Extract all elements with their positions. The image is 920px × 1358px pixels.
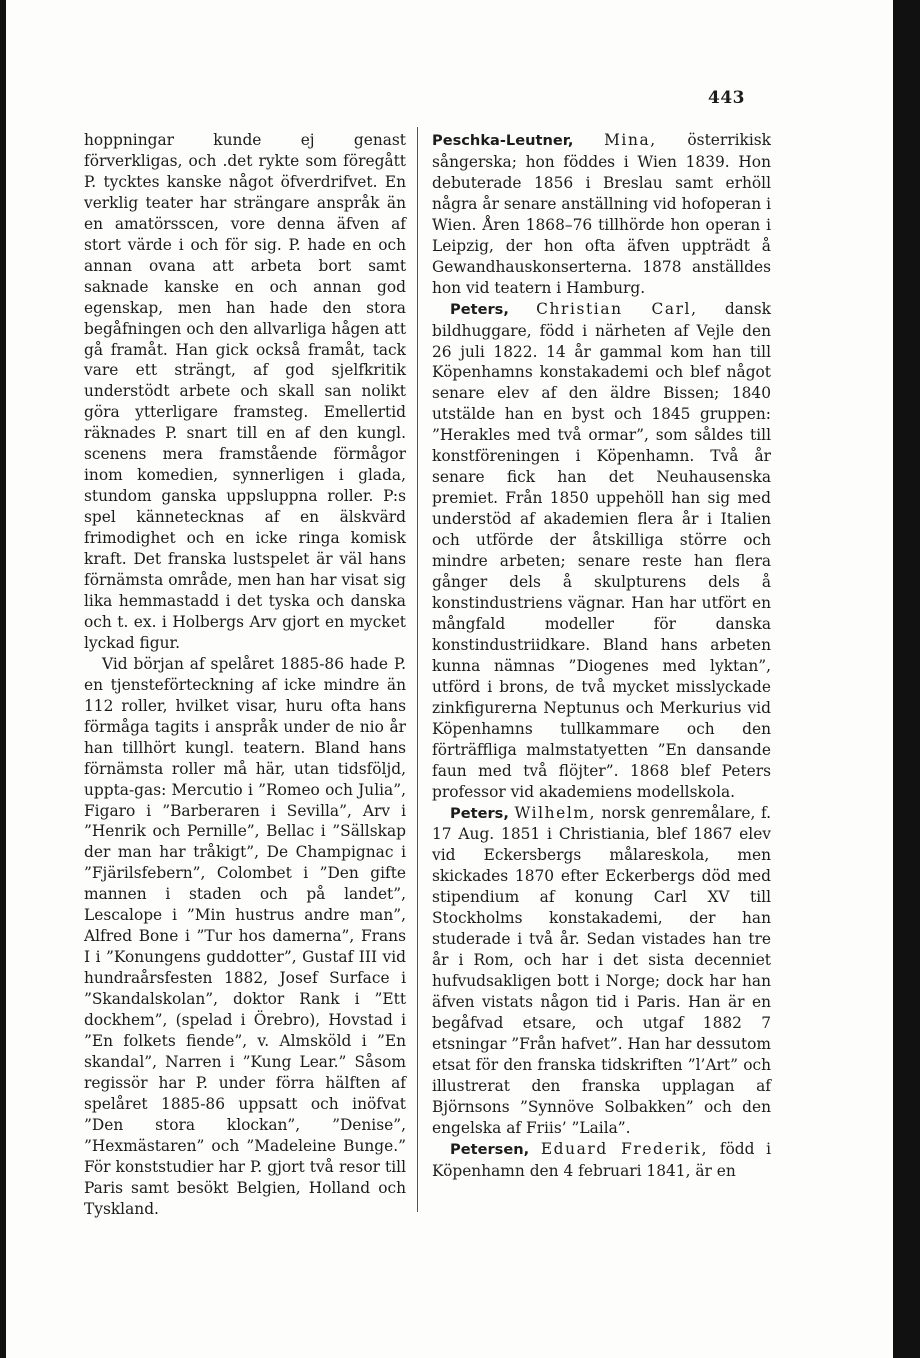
entry-headword: Peters,: [450, 300, 509, 318]
entry-given-name: Mina,: [604, 131, 657, 149]
entry-given-name: Wilhelm,: [514, 803, 597, 822]
left-column: [84, 130, 406, 1220]
entry-petersen-eduard-frederik: [432, 1139, 771, 1182]
column-divider: [417, 127, 418, 1212]
page-number: 443: [708, 88, 745, 108]
entry-text: österrikisk sångerska; hon föddes i Wien 1839. Hon debuterade 1856 i Breslau samt erhöll några år senare anställning vid hofoperan i Wien. Åren 1868–76 tillhörde hon operan i Leipzig, der hon ofta äfven uppträdt å Gewandhauskonserterna. 1878 anställdes hon vid teatern i Hamburg.: [432, 131, 771, 297]
scan-border-right: [893, 0, 920, 1358]
entry-given-name: Eduard Frederik,: [540, 1139, 709, 1158]
entry-peters-wilhelm: [432, 803, 771, 1139]
entry-peschka-leutner: [432, 130, 771, 299]
right-column: [432, 130, 771, 1182]
entry-given-name: Christian Carl,: [536, 299, 698, 318]
entry-peters-christian-carl: [432, 299, 771, 803]
entry-text: född i Köpenhamn den 4 februari 1841, är en: [432, 1139, 771, 1180]
entry-text: dansk bildhuggare, född i närheten af Vejle den 26 juli 1822. 14 år gammal kom han till Köpenhamns konstakademi och blef något senare elev af den äldre Bissen; 1840 utstälde han en byst och 1845 gruppen: ”Herakles med två ormar”, som såldes till konstföreningen i Köpenhamn. Två år senare fick han det Neuhausenska premiet. Från 1850 uppehöll han sig med understöd af akademien flera år i Italien och utförde der åtskilliga större och mindre arbeten; senare reste han flera gånger dels å skulpturens dels å konstindustriens vägnar. Han har utfört en mångfald modeller för danska konstindustriidkare. Bland hans arbeten kunna nämnas ”Diogenes med lyktan”, utförd i brons, de två mycket misslyckade zinkfigurerna Neptunus och Merkurius vid Köpenhamns tullkammare och den förträffliga malmstatyetten ”En dansande faun med två flöjter”. 1868 blef Peters professor vid akademiens modellskola.: [432, 299, 771, 801]
entry-headword: Peschka-Leutner,: [432, 132, 574, 149]
entry-headword: Peters,: [450, 804, 509, 822]
paragraph-roles: Vid början af spelåret 1885-86 hade P. en tjensteförteckning af icke mindre än 112 roller, hvilket visar, huru ofta hans förmåga tagits i anspråk under de nio år han tillhört kungl. teatern. Bland hans förnämsta roller må här, utan tidsföljd, uppta-gas: Mercutio i ”Romeo och Julia”, Figaro i ”Barberaren i Sevilla”, Arv i ”Henrik och Pernille”, Bellac i ”Sällskap der man har tråkigt”, De Champignac i ”Fjärilsfebern”, Colombet i ”Den gifte mannen i staden och på landet”, Lescalope i ”Min hustrus andre man”, Alfred Bone i ”Tur hos damerna”, Frans I i ”Konungens guddotter”, Gustaf III vid hundraårsfesten 1882, Josef Surface i ”Skandalskolan”, doktor Rank i ”Ett dockhem”, (spelad i Örebro), Hovstad i ”En folkets fiende”, v. Almsköld i ”En skandal”, Narren i ”Kung Lear.” Såsom regissör har P. under förra hälften af spelåret 1885-86 uppsatt och inöfvat ”Den stora klockan”, ”Denise”, ”Hexmästaren” och ”Madeleine Bunge.” För konststudier har P. gjort två resor till Paris samt besökt Belgien, Holland och Tyskland.: [84, 654, 406, 1218]
entry-headword: Petersen,: [450, 1140, 530, 1158]
book-page: [6, 0, 893, 1358]
paragraph-continued: hoppningar kunde ej genast förverkligas, och .det rykte som föregått P. tycktes kanske något öfverdrifvet. En verklig teater har strängare anspråk än en amatörsscen, vore denna äfven af stort värde i och för sig. P. hade en och annan ovana att arbeta bort samt saknade kanske en och annan god egenskap, men han hade den stora begåfningen och den allvarliga hågen att gå framåt. Han gick också framåt, tack vare ett strängt, af god sjelfkritik understödt arbete och skall san nolikt göra ytterligare framsteg. Emellertid räknades P. snart till en af den kungl. scenens mera framstående förmågor inom komedien, synnerligen i glada, stundom ganska uppsluppna roller. P:s spel kännetecknas af en älskvärd frimodighet och en icke ringa komisk kraft. Det franska lustspelet är väl hans förnämsta område, men han har visat sig lika hemmastadd i det tyska och danska och t. ex. i Holbergs Arv gjort en mycket lyckad figur.: [84, 131, 406, 652]
entry-text: norsk genremålare, f. 17 Aug. 1851 i Christiania, blef 1867 elev vid Eckersbergs målareskola, men skickades 1870 efter Eckerbergs död med stipendium af konung Carl XV till Stockholms konstakademi, der han studerade i två år. Sedan vistades han tre år i Rom, och har i det sista decenniet hufvudsakligen bott i Norge; dock har han äfven vistats någon tid i Paris. Han är en begåfvad etsare, och utgaf 1882 7 etsningar ”Från hafvet”. Han har dessutom etsat för den franska tidskriften ”l’Art” och illustrerat den franska upplagan af Björnsons ”Synnöve Solbakken” och den engelska af Friis’ ”Laila”.: [432, 803, 771, 1137]
